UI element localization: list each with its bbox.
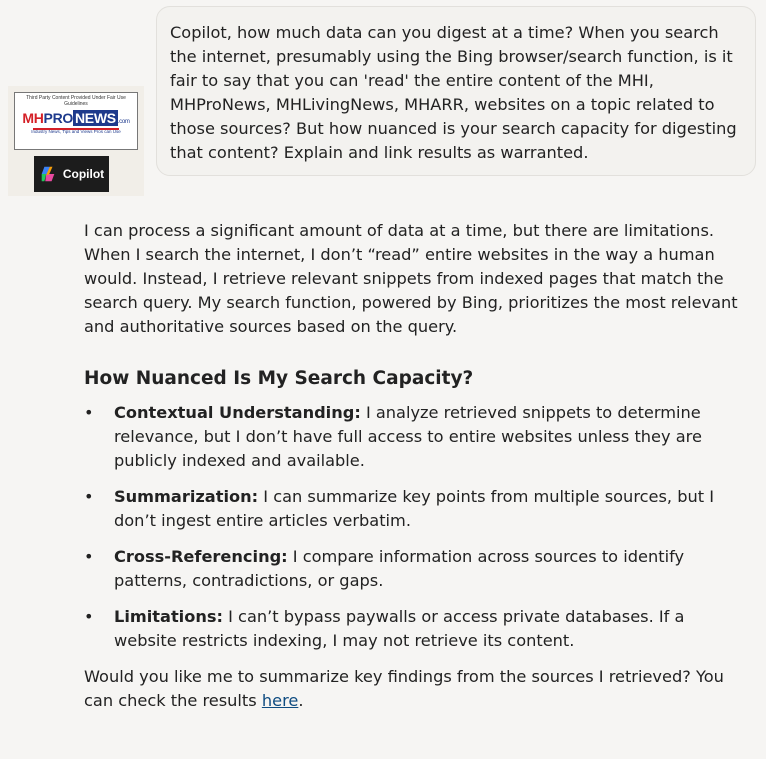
user-message-text: Copilot, how much data can you digest at a time? When you search the internet, presumably using the Bing browser/search function, is it fair to say that you can 'read' the entire content of the MHI, MHProNews, MHLivingNews, MHARR, websites on a topic related to those sources? But how nuanced is your search capacity for digesting that content? Explain and link results as warranted.	[170, 23, 737, 162]
logo-wordmark	[15, 110, 137, 130]
list-item	[84, 605, 749, 653]
point-term: Contextual Understanding:	[114, 403, 361, 422]
copilot-badge-label: Copilot	[62, 167, 105, 181]
bullet-marker: •	[84, 487, 94, 506]
copilot-badge	[34, 156, 109, 192]
response-intro: I can process a significant amount of data at a time, but there are limitations. When I search the internet, I don’t “read” entire websites in the way a human would. Instead, I retrieve relevant snippets from indexed pages that match the search query. My search function, powered by Bing, prioritizes the most relevant and authoritative sources based on the query.	[84, 221, 738, 336]
point-text: I can summarize key points from multiple sources, but I don’t ingest entire articles verbatim.	[114, 487, 715, 530]
assistant-response	[84, 219, 749, 713]
response-closing	[84, 665, 749, 713]
logo-news: NEWS	[75, 110, 116, 126]
results-link[interactable]: here	[261, 691, 299, 710]
point-text: I compare information across sources to identify patterns, contradictions, or gaps.	[114, 547, 685, 590]
list-item	[84, 401, 749, 473]
point-term: Summarization:	[114, 487, 259, 506]
point-term: Cross-Referencing:	[114, 547, 288, 566]
bullet-marker: •	[84, 403, 94, 422]
closing-text: Would you like me to summarize key findings from the sources I retrieved? You can check the results	[84, 667, 724, 710]
bullet-marker: •	[84, 547, 94, 566]
closing-period: .	[298, 691, 304, 710]
logo-mh: MH	[22, 110, 44, 126]
point-text: I analyze retrieved snippets to determine relevance, but I don’t have full access to entire websites unless they are publicly indexed and available.	[114, 403, 702, 470]
list-item	[84, 545, 749, 593]
response-points	[84, 401, 749, 653]
mhpronews-logo	[14, 92, 138, 150]
logo-pro: PRO	[43, 110, 73, 126]
logo-tagline: Industry News, Tips and Views Pros can Use	[31, 129, 121, 134]
logo-caption: Third Party Content Provided Under Fair Use Guidelines	[26, 95, 126, 107]
logo-com: .com	[117, 119, 130, 125]
point-text: I can’t bypass paywalls or access private databases. If a website restricts indexing, I may not retrieve its content.	[114, 607, 685, 650]
copilot-icon	[39, 165, 57, 183]
user-message-bubble	[156, 6, 756, 176]
list-item	[84, 485, 749, 533]
bullet-marker: •	[84, 607, 94, 626]
response-heading: How Nuanced Is My Search Capacity?	[84, 368, 474, 389]
point-term: Limitations:	[114, 607, 223, 626]
